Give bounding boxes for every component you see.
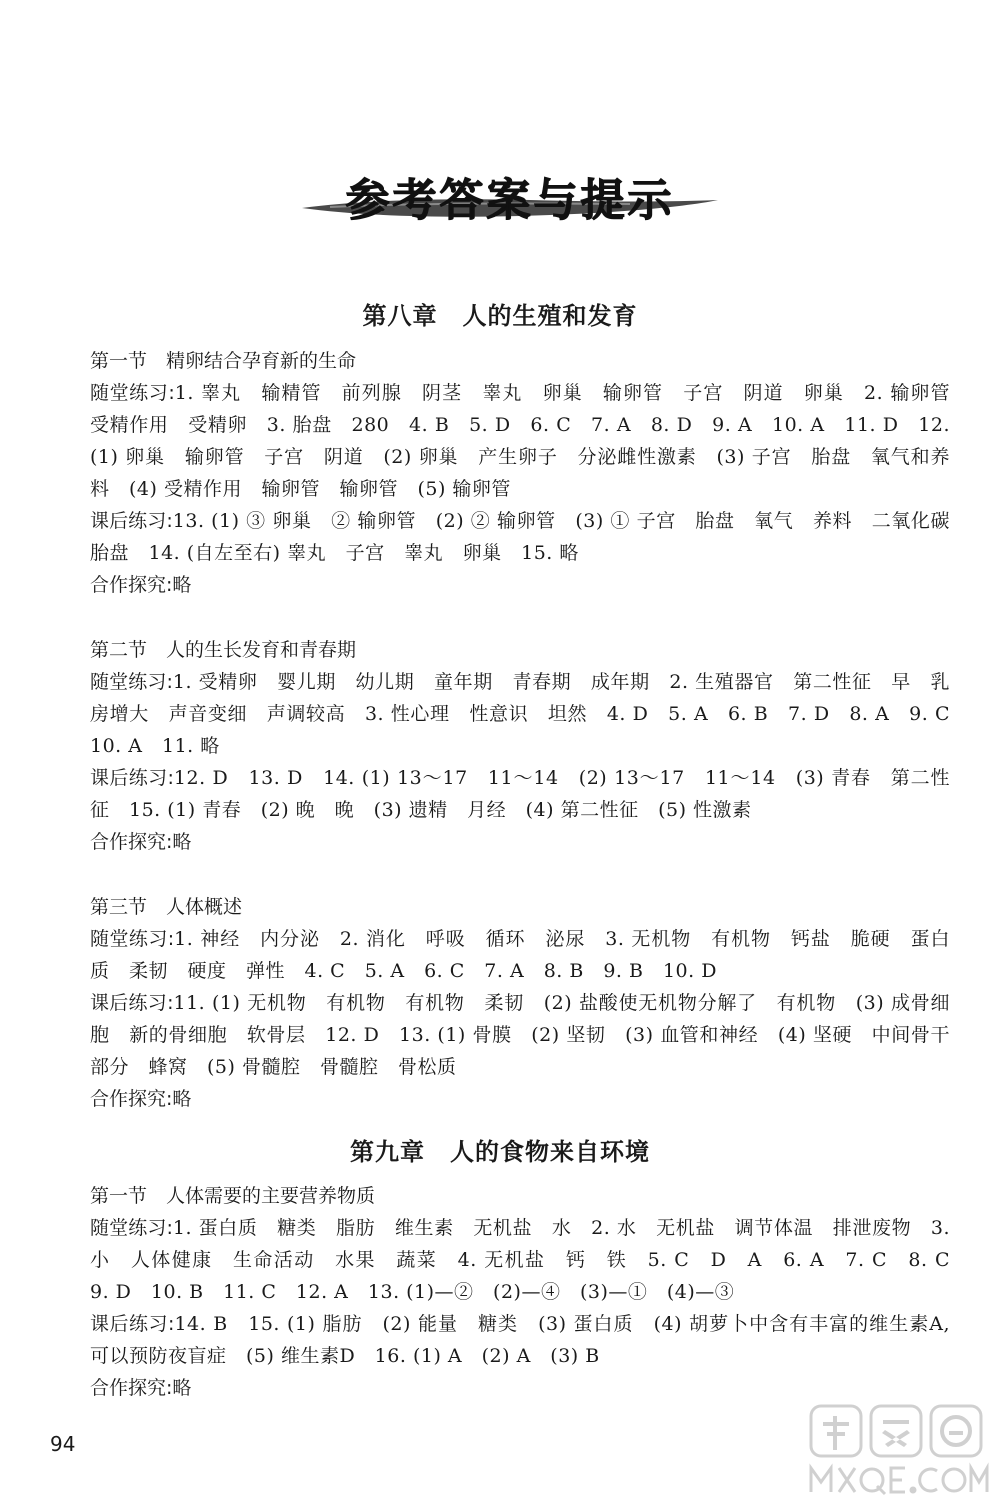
- section-title: 第一节 人体需要的主要营养物质: [90, 1185, 376, 1207]
- exercise-paragraph: [90, 666, 970, 762]
- chapter-title: 第九章 人的食物来自环境: [350, 1137, 650, 1166]
- section: [90, 345, 970, 601]
- exercise-label: 随堂练习:: [90, 1217, 173, 1239]
- answer-text: 12. D 13. D 14. (1) 13～17 11～14 (2) 13～17 11～14 (3) 青春 第二性征 15. (1) 青春 (2) 晚 晚 (3) 遗精 月经 (4) 第二性征 (5) 性激素: [90, 767, 950, 821]
- page-number: 94: [50, 1432, 76, 1456]
- exercise-paragraph: [90, 1308, 950, 1372]
- watermark-logo: [805, 1400, 990, 1500]
- answer-text: 略: [172, 831, 192, 853]
- answer-text: 13. (1) ③ 卵巢 ② 输卵管 (2) ② 输卵管 (3) ① 子宫 胎盘 氧气 养料 二氧化碳 胎盘 14. (自左至右) 睾丸 子宫 睾丸 卵巢 15. 略: [90, 510, 970, 564]
- section: [90, 634, 970, 858]
- section: [90, 1180, 970, 1404]
- chapter-title: 第八章 人的生殖和发育: [362, 301, 638, 330]
- exercise-label: 合作探究:: [90, 574, 173, 596]
- exercise-paragraph: [90, 987, 950, 1083]
- section-title: 第一节 精卵结合孕育新的生命: [90, 350, 357, 372]
- exercise-label: 合作探究:: [90, 1377, 173, 1399]
- page-title: 参考答案与提示: [345, 175, 675, 226]
- exercise-label: 课后练习:: [90, 510, 173, 532]
- exercise-label: 合作探究:: [90, 831, 173, 853]
- exercise-paragraph: [90, 1083, 950, 1115]
- exercise-label: 课后练习:: [90, 1313, 175, 1335]
- answer-text: 1. 蛋白质 糖类 脂肪 维生素 无机盐 水 2. 水 无机盐 调节体温 排泄废物 3. 小 人体健康 生命活动 水果 蔬菜 4. 无机盐 钙 铁 5. C D A 6. A 7. C 8. C 9. D 10. B 11. C 12. A 13. (1)—② (2)—④ (3)—① (4)—③: [90, 1217, 970, 1303]
- exercise-label: 随堂练习:: [90, 382, 175, 404]
- exercise-paragraph: [90, 762, 950, 826]
- section: [90, 891, 950, 1115]
- exercise-label: 随堂练习:: [90, 928, 175, 950]
- exercise-label: 课后练习:: [90, 767, 174, 789]
- section-title: 第三节 人体概述: [90, 896, 243, 918]
- exercise-paragraph: [90, 1212, 970, 1308]
- exercise-paragraph: [90, 377, 970, 505]
- answer-text: 略: [172, 1088, 192, 1110]
- exercise-paragraph: [90, 505, 970, 569]
- exercise-label: 课后练习:: [90, 992, 174, 1014]
- answer-text: 略: [172, 1377, 192, 1399]
- page-header: [300, 160, 720, 230]
- answer-text: 略: [172, 574, 192, 596]
- exercise-label: 合作探究:: [90, 1088, 173, 1110]
- section-title: 第二节 人的生长发育和青春期: [90, 639, 357, 661]
- exercise-paragraph: [90, 923, 950, 987]
- answer-text: 11. (1) 无机物 有机物 有机物 柔韧 (2) 盐酸使无机物分解了 有机物 (3) 成骨细胞 新的骨细胞 软骨层 12. D 13. (1) 骨膜 (2) 坚韧 (3) 血管和神经 (4) 坚硬 中间骨干部分 蜂窝 (5) 骨髓腔 骨髓腔 骨松质: [90, 992, 950, 1078]
- exercise-label: 随堂练习:: [90, 671, 173, 693]
- exercise-paragraph: [90, 826, 950, 858]
- exercise-paragraph: [90, 569, 950, 601]
- answer-text: 1. 受精卵 婴儿期 幼儿期 童年期 青春期 成年期 2. 生殖器官 第二性征 早 乳房增大 声音变细 声调较高 3. 性心理 性意识 坦然 4. D 5. A 6. B 7. D 8. A 9. C 10. A 11. 略: [90, 671, 970, 757]
- answer-text: 1. 神经 内分泌 2. 消化 呼吸 循环 泌尿 3. 无机物 有机物 钙盐 脆硬 蛋白质 柔韧 硬度 弹性 4. C 5. A 6. C 7. A 8. B 9. B 10. D: [90, 928, 950, 982]
- answer-text: 1. 睾丸 输精管 前列腺 阴茎 睾丸 卵巢 输卵管 子宫 阴道 卵巢 2. 输卵管 受精作用 受精卵 3. 胎盘 280 4. B 5. D 6. C 7. A 8. D 9. A 10. A 11. D 12. (1) 卵巢 输卵管 子宫 阴道 (2) 卵巢 产生卵子 分泌雌性激素 (3) 子宫 胎盘 氧气和养料 (4) 受精作用 输卵管 输卵管 (5) 输卵管: [90, 382, 970, 500]
- answer-text: 14. B 15. (1) 脂肪 (2) 能量 糖类 (3) 蛋白质 (4) 胡萝卜中含有丰富的维生素A,可以预防夜盲症 (5) 维生素D 16. (1) A (2) A (3) B: [90, 1313, 950, 1367]
